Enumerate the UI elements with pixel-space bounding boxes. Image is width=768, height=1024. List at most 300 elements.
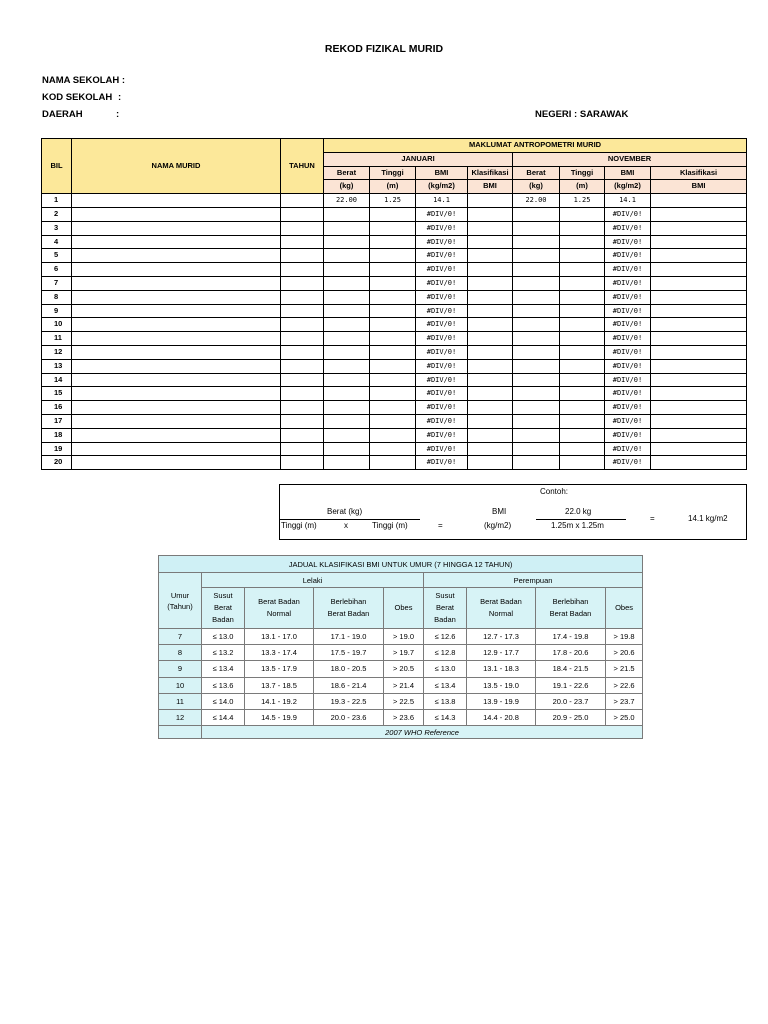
jan-weight-cell[interactable] bbox=[324, 263, 370, 277]
nov-classification-cell[interactable] bbox=[651, 387, 747, 401]
table-row bbox=[42, 304, 747, 318]
row-number: 4 bbox=[42, 235, 72, 249]
student-name-cell[interactable] bbox=[72, 401, 281, 415]
school-code-label: KOD SEKOLAH bbox=[42, 92, 113, 103]
nov-classification-cell[interactable] bbox=[651, 414, 747, 428]
jan-classification-cell[interactable] bbox=[468, 401, 513, 415]
jan-classification-cell[interactable] bbox=[468, 373, 513, 387]
nov-height-cell[interactable] bbox=[560, 221, 605, 235]
jan-bmi-cell[interactable]: #DIV/0! bbox=[416, 276, 468, 290]
jan-bmi-cell[interactable]: #DIV/0! bbox=[416, 304, 468, 318]
category-header-line: Berat bbox=[436, 603, 454, 612]
male-bmi-range-cell: 17.1 - 19.0 bbox=[314, 629, 384, 645]
year-cell[interactable] bbox=[281, 304, 324, 318]
age-cell: 7 bbox=[159, 629, 202, 645]
row-number: 13 bbox=[42, 359, 72, 373]
nov-classification-cell[interactable] bbox=[651, 263, 747, 277]
year-cell[interactable] bbox=[281, 235, 324, 249]
jan-classification-cell[interactable] bbox=[468, 290, 513, 304]
bmi-table-row bbox=[159, 661, 643, 677]
row-number: 3 bbox=[42, 221, 72, 235]
female-bmi-range-cell: 12.7 - 17.3 bbox=[467, 629, 536, 645]
nov-bmi-cell[interactable]: #DIV/0! bbox=[605, 428, 651, 442]
jan-bmi-cell[interactable]: #DIV/0! bbox=[416, 207, 468, 221]
nov-weight-cell[interactable] bbox=[513, 290, 560, 304]
male-bmi-range-cell: 13.7 - 18.5 bbox=[245, 677, 314, 693]
nov-height-cell[interactable] bbox=[560, 263, 605, 277]
formula-equals: = bbox=[438, 521, 443, 530]
jan-bmi-cell[interactable]: #DIV/0! bbox=[416, 401, 468, 415]
nov-height-cell[interactable] bbox=[560, 401, 605, 415]
nov-weight-cell[interactable] bbox=[513, 359, 560, 373]
table-row bbox=[42, 373, 747, 387]
jan-classification-cell[interactable] bbox=[468, 332, 513, 346]
table-row bbox=[42, 387, 747, 401]
nov-bmi-cell[interactable]: #DIV/0! bbox=[605, 221, 651, 235]
nov-weight-cell[interactable] bbox=[513, 304, 560, 318]
jan-bmi-cell[interactable]: #DIV/0! bbox=[416, 263, 468, 277]
jan-bmi-cell[interactable]: #DIV/0! bbox=[416, 359, 468, 373]
sub-header-nov-0: Berat bbox=[513, 166, 560, 180]
female-bmi-range-cell: 20.0 - 23.7 bbox=[536, 693, 606, 709]
nov-height-cell[interactable] bbox=[560, 456, 605, 470]
year-cell[interactable] bbox=[281, 221, 324, 235]
nov-bmi-cell[interactable]: #DIV/0! bbox=[605, 442, 651, 456]
table-row bbox=[42, 456, 747, 470]
year-header: TAHUN bbox=[281, 139, 324, 194]
jan-height-cell[interactable] bbox=[370, 207, 416, 221]
student-name-cell[interactable] bbox=[72, 263, 281, 277]
nov-height-cell[interactable] bbox=[560, 276, 605, 290]
jan-height-cell[interactable] bbox=[370, 263, 416, 277]
jan-bmi-cell[interactable]: #DIV/0! bbox=[416, 332, 468, 346]
male-bmi-range-cell: ≤ 13.6 bbox=[202, 677, 245, 693]
jan-height-cell[interactable] bbox=[370, 401, 416, 415]
nov-height-cell[interactable]: 1.25 bbox=[560, 194, 605, 208]
nov-bmi-cell[interactable]: #DIV/0! bbox=[605, 332, 651, 346]
nov-classification-cell[interactable] bbox=[651, 318, 747, 332]
jan-classification-cell[interactable] bbox=[468, 304, 513, 318]
nov-weight-cell[interactable] bbox=[513, 345, 560, 359]
jan-bmi-cell[interactable]: #DIV/0! bbox=[416, 221, 468, 235]
nov-height-cell[interactable] bbox=[560, 207, 605, 221]
female-bmi-range-cell: > 23.7 bbox=[606, 693, 643, 709]
jan-classification-cell[interactable] bbox=[468, 235, 513, 249]
male-bmi-range-cell: 13.1 - 17.0 bbox=[245, 629, 314, 645]
row-number: 1 bbox=[42, 194, 72, 208]
jan-weight-cell[interactable] bbox=[324, 414, 370, 428]
jan-classification-cell[interactable] bbox=[468, 249, 513, 263]
jan-weight-cell[interactable] bbox=[324, 442, 370, 456]
jan-weight-cell[interactable] bbox=[324, 304, 370, 318]
sub-header-jan-1: Tinggi bbox=[370, 166, 416, 180]
nov-bmi-cell[interactable]: #DIV/0! bbox=[605, 401, 651, 415]
nov-bmi-cell[interactable]: #DIV/0! bbox=[605, 304, 651, 318]
row-number: 9 bbox=[42, 304, 72, 318]
nov-weight-cell[interactable] bbox=[513, 221, 560, 235]
table-row bbox=[42, 359, 747, 373]
age-header-line2: (Tahun) bbox=[167, 601, 193, 611]
reference-spacer bbox=[159, 726, 202, 739]
jan-weight-cell[interactable] bbox=[324, 249, 370, 263]
male-header: Lelaki bbox=[202, 573, 424, 588]
nov-bmi-cell[interactable]: #DIV/0! bbox=[605, 207, 651, 221]
jan-height-cell[interactable] bbox=[370, 276, 416, 290]
student-name-cell[interactable] bbox=[72, 373, 281, 387]
jan-weight-cell[interactable] bbox=[324, 290, 370, 304]
jan-height-cell[interactable] bbox=[370, 332, 416, 346]
nov-weight-cell[interactable] bbox=[513, 456, 560, 470]
year-cell[interactable] bbox=[281, 345, 324, 359]
category-header-line: Badan bbox=[434, 615, 456, 624]
student-name-cell[interactable] bbox=[72, 428, 281, 442]
formula-fraction-line bbox=[280, 519, 420, 520]
row-number: 11 bbox=[42, 332, 72, 346]
age-header-line1: Umur bbox=[170, 590, 190, 600]
male-bmi-range-cell: ≤ 13.2 bbox=[202, 645, 245, 661]
nov-classification-cell[interactable] bbox=[651, 332, 747, 346]
female-category-header bbox=[467, 588, 536, 629]
jan-weight-cell[interactable] bbox=[324, 428, 370, 442]
nov-weight-cell[interactable] bbox=[513, 387, 560, 401]
nov-bmi-cell[interactable]: #DIV/0! bbox=[605, 290, 651, 304]
student-name-cell[interactable] bbox=[72, 249, 281, 263]
sub-header-jan-3: Klasifikasi bbox=[468, 166, 513, 180]
student-name-cell[interactable] bbox=[72, 318, 281, 332]
female-bmi-range-cell: 13.1 - 18.3 bbox=[467, 661, 536, 677]
bmi-table-row bbox=[159, 693, 643, 709]
jan-bmi-cell[interactable]: #DIV/0! bbox=[416, 249, 468, 263]
unit-header-nov-0: (kg) bbox=[513, 180, 560, 194]
table-row bbox=[42, 249, 747, 263]
sub-header-jan-2: BMI bbox=[416, 166, 468, 180]
nov-weight-cell[interactable] bbox=[513, 235, 560, 249]
year-cell[interactable] bbox=[281, 359, 324, 373]
year-cell[interactable] bbox=[281, 207, 324, 221]
nov-bmi-cell[interactable]: #DIV/0! bbox=[605, 373, 651, 387]
row-number: 15 bbox=[42, 387, 72, 401]
jan-height-cell[interactable]: 1.25 bbox=[370, 194, 416, 208]
male-bmi-range-cell: ≤ 13.0 bbox=[202, 629, 245, 645]
example-label: Contoh: bbox=[540, 487, 569, 496]
jan-bmi-cell[interactable]: #DIV/0! bbox=[416, 456, 468, 470]
nov-classification-cell[interactable] bbox=[651, 456, 747, 470]
student-name-cell[interactable] bbox=[72, 207, 281, 221]
age-cell: 12 bbox=[159, 709, 202, 725]
nov-bmi-cell[interactable]: #DIV/0! bbox=[605, 249, 651, 263]
female-bmi-range-cell: > 19.8 bbox=[606, 629, 643, 645]
jan-height-cell[interactable] bbox=[370, 387, 416, 401]
row-number: 20 bbox=[42, 456, 72, 470]
jan-weight-cell[interactable] bbox=[324, 456, 370, 470]
nov-bmi-cell[interactable]: #DIV/0! bbox=[605, 345, 651, 359]
jan-classification-cell[interactable] bbox=[468, 194, 513, 208]
nov-bmi-cell[interactable]: #DIV/0! bbox=[605, 235, 651, 249]
female-bmi-range-cell: 17.4 - 19.8 bbox=[536, 629, 606, 645]
year-cell[interactable] bbox=[281, 373, 324, 387]
jan-bmi-cell[interactable]: #DIV/0! bbox=[416, 373, 468, 387]
female-bmi-range-cell: ≤ 14.3 bbox=[424, 709, 467, 725]
formula-denominator-a: Tinggi (m) bbox=[281, 521, 317, 530]
nov-height-cell[interactable] bbox=[560, 332, 605, 346]
category-header-line: Susut bbox=[435, 591, 455, 600]
category-header-line: Normal bbox=[266, 609, 292, 618]
nov-weight-cell[interactable] bbox=[513, 207, 560, 221]
nov-weight-cell[interactable] bbox=[513, 428, 560, 442]
jan-height-cell[interactable] bbox=[370, 235, 416, 249]
row-number: 16 bbox=[42, 401, 72, 415]
nov-height-cell[interactable] bbox=[560, 359, 605, 373]
nov-classification-cell[interactable] bbox=[651, 194, 747, 208]
table-row bbox=[42, 428, 747, 442]
male-bmi-range-cell: 13.3 - 17.4 bbox=[245, 645, 314, 661]
bmi-formula-example bbox=[279, 484, 747, 540]
nov-height-cell[interactable] bbox=[560, 414, 605, 428]
jan-weight-cell[interactable] bbox=[324, 221, 370, 235]
jan-classification-cell[interactable] bbox=[468, 345, 513, 359]
jan-classification-cell[interactable] bbox=[468, 387, 513, 401]
jan-height-cell[interactable] bbox=[370, 428, 416, 442]
nov-weight-cell[interactable] bbox=[513, 401, 560, 415]
nov-classification-cell[interactable] bbox=[651, 235, 747, 249]
nov-bmi-cell[interactable]: #DIV/0! bbox=[605, 456, 651, 470]
nov-classification-cell[interactable] bbox=[651, 221, 747, 235]
nov-height-cell[interactable] bbox=[560, 428, 605, 442]
female-bmi-range-cell: 13.5 - 19.0 bbox=[467, 677, 536, 693]
jan-classification-cell[interactable] bbox=[468, 414, 513, 428]
jan-bmi-cell[interactable]: #DIV/0! bbox=[416, 387, 468, 401]
female-bmi-range-cell: 14.4 - 20.8 bbox=[467, 709, 536, 725]
jan-height-cell[interactable] bbox=[370, 414, 416, 428]
table-row bbox=[42, 194, 747, 208]
category-header-line: Normal bbox=[488, 609, 514, 618]
male-bmi-range-cell: 14.5 - 19.9 bbox=[245, 709, 314, 725]
jan-height-cell[interactable] bbox=[370, 345, 416, 359]
nov-classification-cell[interactable] bbox=[651, 359, 747, 373]
nov-weight-cell[interactable] bbox=[513, 249, 560, 263]
student-name-cell[interactable] bbox=[72, 345, 281, 359]
male-category-header bbox=[314, 588, 384, 629]
jan-classification-cell[interactable] bbox=[468, 263, 513, 277]
table-row bbox=[42, 207, 747, 221]
student-name-cell[interactable] bbox=[72, 456, 281, 470]
nov-classification-cell[interactable] bbox=[651, 442, 747, 456]
student-name-cell[interactable] bbox=[72, 332, 281, 346]
jan-height-cell[interactable] bbox=[370, 304, 416, 318]
female-bmi-range-cell: ≤ 12.6 bbox=[424, 629, 467, 645]
female-bmi-range-cell: ≤ 13.4 bbox=[424, 677, 467, 693]
male-bmi-range-cell: > 22.5 bbox=[384, 693, 424, 709]
year-cell[interactable] bbox=[281, 456, 324, 470]
table-row bbox=[42, 318, 747, 332]
student-name-cell[interactable] bbox=[72, 235, 281, 249]
female-bmi-range-cell: ≤ 13.0 bbox=[424, 661, 467, 677]
male-bmi-range-cell: > 21.4 bbox=[384, 677, 424, 693]
student-name-cell[interactable] bbox=[72, 221, 281, 235]
year-cell[interactable] bbox=[281, 318, 324, 332]
nov-classification-cell[interactable] bbox=[651, 249, 747, 263]
female-category-header bbox=[606, 588, 643, 629]
jan-bmi-cell[interactable]: #DIV/0! bbox=[416, 235, 468, 249]
female-bmi-range-cell: ≤ 13.8 bbox=[424, 693, 467, 709]
jan-weight-cell[interactable] bbox=[324, 276, 370, 290]
jan-height-cell[interactable] bbox=[370, 221, 416, 235]
nov-bmi-cell[interactable]: #DIV/0! bbox=[605, 387, 651, 401]
female-bmi-range-cell: 13.9 - 19.9 bbox=[467, 693, 536, 709]
nov-weight-cell[interactable] bbox=[513, 442, 560, 456]
unit-header-nov-3: BMI bbox=[651, 180, 747, 194]
year-cell[interactable] bbox=[281, 194, 324, 208]
jan-height-cell[interactable] bbox=[370, 359, 416, 373]
year-cell[interactable] bbox=[281, 332, 324, 346]
jan-bmi-cell[interactable]: #DIV/0! bbox=[416, 428, 468, 442]
nov-weight-cell[interactable] bbox=[513, 414, 560, 428]
jan-classification-cell[interactable] bbox=[468, 442, 513, 456]
jan-classification-cell[interactable] bbox=[468, 428, 513, 442]
nov-classification-cell[interactable] bbox=[651, 345, 747, 359]
category-header-line: Obes bbox=[394, 603, 413, 612]
nov-classification-cell[interactable] bbox=[651, 290, 747, 304]
jan-bmi-cell[interactable]: #DIV/0! bbox=[416, 290, 468, 304]
jan-weight-cell[interactable] bbox=[324, 401, 370, 415]
jan-height-cell[interactable] bbox=[370, 373, 416, 387]
jan-bmi-cell[interactable]: #DIV/0! bbox=[416, 318, 468, 332]
nov-height-cell[interactable] bbox=[560, 387, 605, 401]
jan-bmi-cell[interactable]: #DIV/0! bbox=[416, 345, 468, 359]
nov-bmi-cell[interactable]: #DIV/0! bbox=[605, 359, 651, 373]
student-name-cell[interactable] bbox=[72, 442, 281, 456]
jan-weight-cell[interactable] bbox=[324, 387, 370, 401]
anthropometry-header: MAKLUMAT ANTROPOMETRI MURID bbox=[324, 139, 747, 153]
student-name-cell[interactable] bbox=[72, 359, 281, 373]
bil-header: BIL bbox=[42, 139, 72, 194]
jan-weight-cell[interactable] bbox=[324, 318, 370, 332]
row-number: 6 bbox=[42, 263, 72, 277]
jan-bmi-cell[interactable]: #DIV/0! bbox=[416, 414, 468, 428]
year-cell[interactable] bbox=[281, 401, 324, 415]
year-cell[interactable] bbox=[281, 263, 324, 277]
student-name-cell[interactable] bbox=[72, 304, 281, 318]
jan-classification-cell[interactable] bbox=[468, 318, 513, 332]
jan-weight-cell[interactable] bbox=[324, 345, 370, 359]
student-name-cell[interactable] bbox=[72, 290, 281, 304]
nov-height-cell[interactable] bbox=[560, 290, 605, 304]
male-category-header bbox=[384, 588, 424, 629]
nov-classification-cell[interactable] bbox=[651, 401, 747, 415]
bmi-unit: (kg/m2) bbox=[484, 521, 512, 530]
nov-bmi-cell[interactable]: #DIV/0! bbox=[605, 414, 651, 428]
nov-bmi-cell[interactable]: 14.1 bbox=[605, 194, 651, 208]
bmi-table-row bbox=[159, 645, 643, 661]
nov-height-cell[interactable] bbox=[560, 304, 605, 318]
male-bmi-range-cell: > 23.6 bbox=[384, 709, 424, 725]
nov-height-cell[interactable] bbox=[560, 235, 605, 249]
female-bmi-range-cell: > 25.0 bbox=[606, 709, 643, 725]
jan-weight-cell[interactable] bbox=[324, 332, 370, 346]
jan-bmi-cell[interactable]: #DIV/0! bbox=[416, 442, 468, 456]
unit-header-jan-3: BMI bbox=[468, 180, 513, 194]
school-code-colon: : bbox=[118, 92, 122, 103]
nov-weight-cell[interactable] bbox=[513, 373, 560, 387]
jan-classification-cell[interactable] bbox=[468, 359, 513, 373]
nov-classification-cell[interactable] bbox=[651, 304, 747, 318]
nov-height-cell[interactable] bbox=[560, 318, 605, 332]
year-cell[interactable] bbox=[281, 442, 324, 456]
jan-weight-cell[interactable] bbox=[324, 207, 370, 221]
male-bmi-range-cell: 20.0 - 23.6 bbox=[314, 709, 384, 725]
nov-bmi-cell[interactable]: #DIV/0! bbox=[605, 318, 651, 332]
jan-weight-cell[interactable] bbox=[324, 373, 370, 387]
jan-height-cell[interactable] bbox=[370, 456, 416, 470]
female-bmi-range-cell: ≤ 12.8 bbox=[424, 645, 467, 661]
table-row bbox=[42, 401, 747, 415]
nov-height-cell[interactable] bbox=[560, 345, 605, 359]
jan-height-cell[interactable] bbox=[370, 442, 416, 456]
jan-weight-cell[interactable] bbox=[324, 235, 370, 249]
nov-weight-cell[interactable] bbox=[513, 332, 560, 346]
student-name-cell[interactable] bbox=[72, 194, 281, 208]
jan-height-cell[interactable] bbox=[370, 249, 416, 263]
formula-numerator: Berat (kg) bbox=[327, 507, 363, 516]
jan-classification-cell[interactable] bbox=[468, 221, 513, 235]
row-number: 8 bbox=[42, 290, 72, 304]
student-name-cell[interactable] bbox=[72, 387, 281, 401]
year-cell[interactable] bbox=[281, 414, 324, 428]
student-name-cell[interactable] bbox=[72, 276, 281, 290]
bmi-classification-table bbox=[158, 555, 643, 739]
sub-header-nov-3: Klasifikasi bbox=[651, 166, 747, 180]
nov-bmi-cell[interactable]: #DIV/0! bbox=[605, 276, 651, 290]
jan-height-cell[interactable] bbox=[370, 318, 416, 332]
nov-weight-cell[interactable] bbox=[513, 276, 560, 290]
jan-weight-cell[interactable] bbox=[324, 359, 370, 373]
age-cell: 10 bbox=[159, 677, 202, 693]
nov-classification-cell[interactable] bbox=[651, 207, 747, 221]
nov-height-cell[interactable] bbox=[560, 249, 605, 263]
jan-classification-cell[interactable] bbox=[468, 207, 513, 221]
male-bmi-range-cell: 19.3 - 22.5 bbox=[314, 693, 384, 709]
year-cell[interactable] bbox=[281, 249, 324, 263]
year-cell[interactable] bbox=[281, 276, 324, 290]
nov-weight-cell[interactable] bbox=[513, 263, 560, 277]
student-name-cell[interactable] bbox=[72, 414, 281, 428]
jan-bmi-cell[interactable]: 14.1 bbox=[416, 194, 468, 208]
female-bmi-range-cell: > 21.5 bbox=[606, 661, 643, 677]
category-header-line: Berat Badan bbox=[480, 597, 522, 606]
nov-classification-cell[interactable] bbox=[651, 276, 747, 290]
nov-height-cell[interactable] bbox=[560, 442, 605, 456]
year-cell[interactable] bbox=[281, 290, 324, 304]
nov-weight-cell[interactable] bbox=[513, 318, 560, 332]
year-cell[interactable] bbox=[281, 387, 324, 401]
year-cell[interactable] bbox=[281, 428, 324, 442]
example-numerator: 22.0 kg bbox=[565, 507, 592, 516]
jan-classification-cell[interactable] bbox=[468, 456, 513, 470]
bmi-table-row bbox=[159, 629, 643, 645]
nov-height-cell[interactable] bbox=[560, 373, 605, 387]
bmi-table-caption: JADUAL KLASIFIKASI BMI UNTUK UMUR (7 HINGGA 12 TAHUN) bbox=[159, 556, 643, 573]
nov-classification-cell[interactable] bbox=[651, 373, 747, 387]
table-row bbox=[42, 332, 747, 346]
nov-weight-cell[interactable]: 22.00 bbox=[513, 194, 560, 208]
table-row bbox=[42, 221, 747, 235]
male-bmi-range-cell: > 19.7 bbox=[384, 645, 424, 661]
nov-classification-cell[interactable] bbox=[651, 428, 747, 442]
jan-height-cell[interactable] bbox=[370, 290, 416, 304]
nov-bmi-cell[interactable]: #DIV/0! bbox=[605, 263, 651, 277]
jan-weight-cell[interactable]: 22.00 bbox=[324, 194, 370, 208]
jan-classification-cell[interactable] bbox=[468, 276, 513, 290]
